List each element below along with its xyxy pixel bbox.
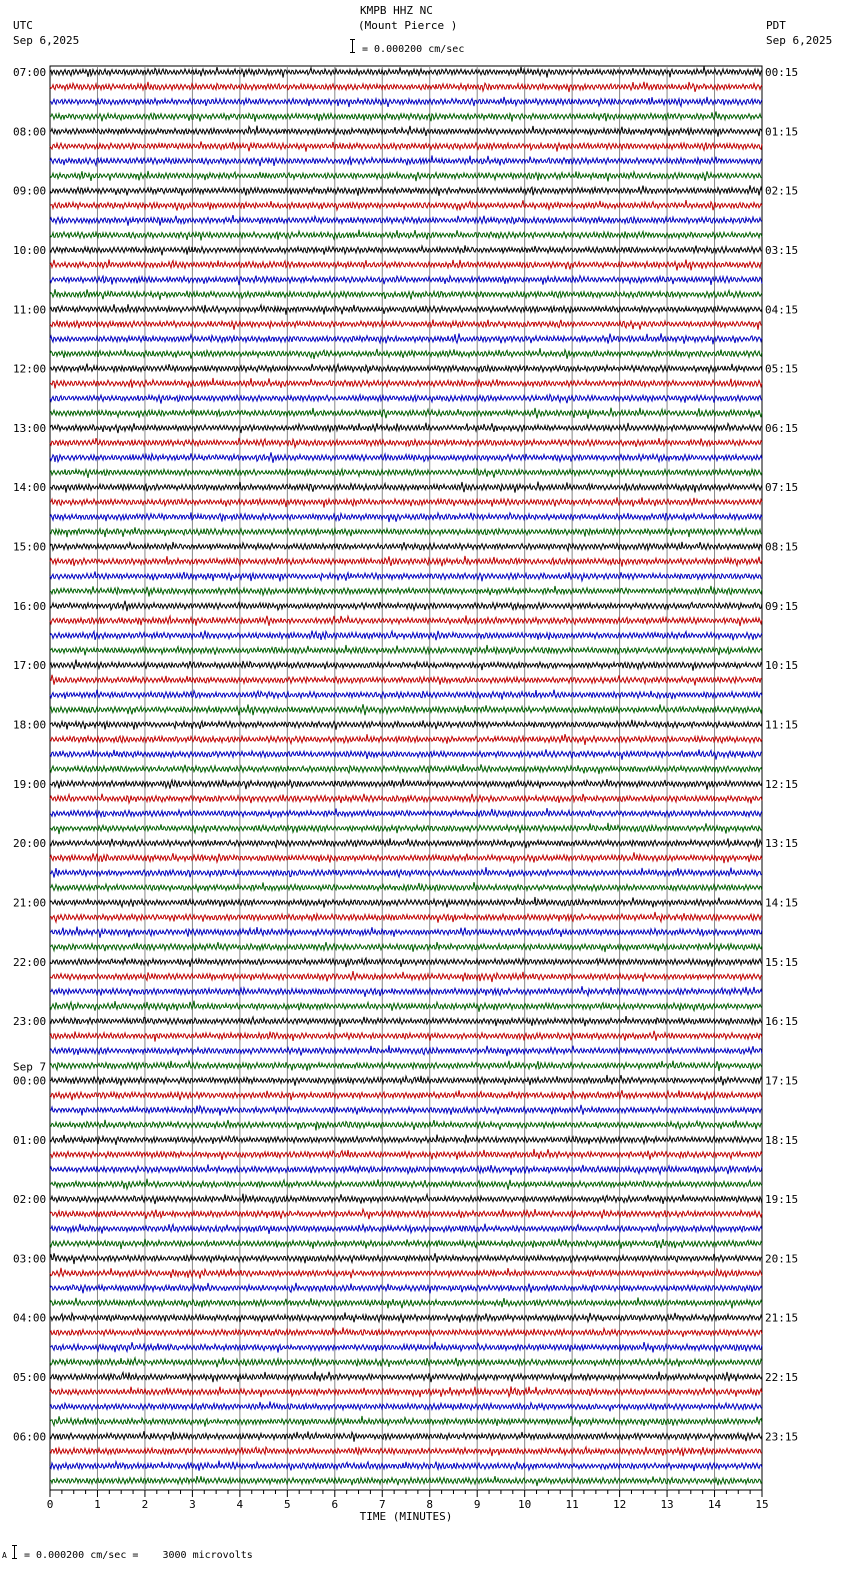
- x-tick-label: 13: [660, 1498, 674, 1511]
- trace-line: [50, 482, 762, 493]
- left-timezone: UTC: [13, 19, 33, 32]
- trace-line: [50, 720, 762, 730]
- trace-line: [50, 1447, 762, 1456]
- station-location: (Mount Pierce ): [358, 19, 458, 32]
- trace-line: [50, 734, 762, 745]
- utc-hour-label: 06:00: [13, 1430, 47, 1444]
- trace-line: [50, 1149, 762, 1160]
- trace-line: [50, 986, 762, 997]
- trace-line: [50, 1135, 762, 1145]
- trace-line: [50, 97, 762, 107]
- trace-line: [50, 1253, 762, 1264]
- trace-line: [50, 1372, 762, 1383]
- trace-line: [50, 408, 762, 419]
- trace-line: [50, 601, 762, 612]
- utc-hour-label: 16:00: [13, 599, 47, 613]
- trace-line: [50, 556, 762, 567]
- trace-line: [50, 1476, 762, 1486]
- x-tick-label: 2: [141, 1498, 149, 1511]
- x-tick-label: 11: [565, 1498, 579, 1511]
- trace-line: [50, 364, 762, 373]
- utc-hour-label: 05:00: [13, 1371, 47, 1385]
- trace-line: [50, 1342, 762, 1353]
- trace-line: [50, 838, 762, 848]
- footer-scale-label: = 0.000200 cm/sec = 3000 microvolts: [24, 1550, 253, 1561]
- trace-line: [50, 259, 762, 270]
- utc-hour-label: 21:00: [13, 896, 47, 910]
- footer-scale-bar-icon: [14, 1545, 15, 1559]
- pdt-hour-label: 17:15: [765, 1074, 799, 1088]
- trace-line: [50, 423, 762, 433]
- trace-line: [50, 764, 762, 774]
- trace-line: [50, 690, 762, 700]
- trace-line: [50, 348, 762, 359]
- trace-line: [50, 1224, 762, 1234]
- trace-line: [50, 215, 762, 226]
- pdt-hour-label: 00:15: [765, 66, 799, 79]
- pdt-hour-label: 04:15: [765, 303, 799, 317]
- right-timezone: PDT: [766, 19, 786, 32]
- trace-line: [50, 615, 762, 626]
- trace-line: [50, 200, 762, 210]
- x-tick-label: 15: [755, 1498, 769, 1511]
- trace-line: [50, 320, 762, 330]
- utc-hour-label: 04:00: [13, 1311, 47, 1325]
- trace-line: [50, 808, 762, 817]
- x-tick-label: 7: [378, 1498, 386, 1511]
- utc-hour-label: 23:00: [13, 1015, 47, 1029]
- trace-line: [50, 912, 762, 923]
- trace-line: [50, 82, 762, 92]
- footer-scale-prefix: A: [2, 1551, 7, 1560]
- pdt-hour-label: 07:15: [765, 481, 799, 495]
- trace-line: [50, 1312, 762, 1323]
- utc-hour-label: 11:00: [13, 303, 47, 317]
- trace-line: [50, 927, 762, 938]
- x-tick-label: 6: [331, 1498, 339, 1511]
- station-title: KMPB HHZ NC: [360, 4, 433, 17]
- trace-line: [50, 1016, 762, 1027]
- utc-hour-label: 00:00: [13, 1074, 47, 1088]
- utc-hour-label: 14:00: [13, 481, 47, 495]
- trace-line: [50, 141, 762, 151]
- pdt-hour-label: 21:15: [765, 1311, 799, 1325]
- trace-line: [50, 749, 762, 759]
- x-tick-label: 4: [236, 1498, 244, 1511]
- pdt-hour-label: 20:15: [765, 1252, 799, 1266]
- trace-line: [50, 542, 762, 551]
- trace-line: [50, 230, 762, 241]
- trace-line: [50, 1061, 762, 1071]
- utc-hour-label: 17:00: [13, 659, 47, 673]
- left-date: Sep 6,2025: [13, 34, 80, 47]
- trace-line: [50, 66, 762, 77]
- x-tick-label: 0: [46, 1498, 54, 1511]
- trace-line: [50, 1179, 762, 1190]
- trace-line: [50, 1031, 762, 1042]
- pdt-hour-label: 12:15: [765, 777, 799, 791]
- pdt-hour-label: 05:15: [765, 362, 799, 376]
- x-tick-label: 12: [612, 1498, 627, 1511]
- trace-line: [50, 438, 762, 447]
- trace-line: [50, 1327, 762, 1337]
- trace-line: [50, 513, 762, 523]
- x-tick-label: 8: [426, 1498, 434, 1511]
- trace-line: [50, 958, 762, 967]
- pdt-hour-label: 08:15: [765, 540, 799, 554]
- trace-line: [50, 112, 762, 122]
- trace-line: [50, 779, 762, 790]
- x-tick-label: 1: [94, 1498, 101, 1511]
- utc-hour-label: 22:00: [13, 955, 47, 969]
- trace-line: [50, 1402, 762, 1412]
- utc-hour-label: 03:00: [13, 1252, 47, 1266]
- utc-hour-label: 01:00: [13, 1133, 47, 1147]
- utc-hour-label: 18:00: [13, 718, 47, 732]
- trace-line: [50, 971, 762, 982]
- pdt-hour-label: 16:15: [765, 1015, 799, 1029]
- trace-line: [50, 1209, 762, 1219]
- trace-line: [50, 1165, 762, 1176]
- trace-line: [50, 1416, 762, 1427]
- trace-line: [50, 497, 762, 507]
- pdt-hour-label: 11:15: [765, 718, 799, 732]
- pdt-hour-label: 01:15: [765, 125, 799, 139]
- trace-line: [50, 1075, 762, 1086]
- scale-bar-icon: [352, 39, 353, 53]
- trace-line: [50, 1283, 762, 1294]
- trace-line: [50, 378, 762, 389]
- trace-line: [50, 794, 762, 804]
- scale-label: = 0.000200 cm/sec: [362, 44, 465, 55]
- pdt-hour-label: 15:15: [765, 955, 799, 969]
- utc-hour-label: 08:00: [13, 125, 47, 139]
- pdt-hour-label: 14:15: [765, 896, 799, 910]
- trace-line: [50, 631, 762, 641]
- trace-line: [50, 469, 762, 478]
- trace-line: [50, 1194, 762, 1204]
- trace-line: [50, 1239, 762, 1249]
- trace-line: [50, 1268, 762, 1279]
- trace-line: [50, 245, 762, 255]
- trace-line: [50, 660, 762, 671]
- pdt-hour-label: 18:15: [765, 1133, 799, 1147]
- utc-hour-label: 10:00: [13, 243, 47, 257]
- x-tick-label: 5: [284, 1498, 291, 1511]
- trace-line: [50, 1357, 762, 1367]
- trace-line: [50, 333, 762, 344]
- pdt-hour-label: 23:15: [765, 1430, 799, 1444]
- trace-line: [50, 897, 762, 908]
- trace-line: [50, 1386, 762, 1397]
- trace-line: [50, 395, 762, 404]
- utc-hour-label: 20:00: [13, 837, 47, 851]
- trace-line: [50, 171, 762, 182]
- trace-line: [50, 852, 762, 863]
- utc-hour-label: 13:00: [13, 421, 47, 435]
- trace-line: [50, 289, 762, 300]
- utc-hour-label: 09:00: [13, 184, 47, 198]
- trace-line: [50, 1120, 762, 1131]
- trace-line: [50, 675, 762, 686]
- trace-line: [50, 1045, 762, 1056]
- trace-line: [50, 1090, 762, 1100]
- x-tick-label: 9: [473, 1498, 481, 1511]
- trace-line: [50, 156, 762, 167]
- date-change-label: Sep 7: [13, 1060, 47, 1074]
- pdt-hour-label: 02:15: [765, 184, 799, 198]
- x-axis-label: TIME (MINUTES): [359, 1510, 453, 1523]
- x-tick-label: 14: [707, 1498, 722, 1511]
- utc-hour-label: 19:00: [13, 777, 47, 791]
- x-tick-label: 3: [189, 1498, 196, 1511]
- trace-line: [50, 882, 762, 891]
- utc-hour-label: 07:00: [13, 66, 47, 79]
- trace-line: [50, 527, 762, 537]
- trace-line: [50, 1001, 762, 1012]
- trace-line: [50, 572, 762, 582]
- pdt-hour-label: 03:15: [765, 243, 799, 257]
- trace-line: [50, 1431, 762, 1442]
- utc-hour-label: 12:00: [13, 362, 47, 376]
- trace-line: [50, 1461, 762, 1471]
- trace-line: [50, 586, 762, 597]
- trace-line: [50, 1298, 762, 1309]
- trace-line: [50, 185, 762, 195]
- trace-line: [50, 452, 762, 463]
- trace-line: [50, 823, 762, 834]
- pdt-hour-label: 10:15: [765, 659, 799, 673]
- right-date: Sep 6,2025: [766, 34, 833, 47]
- trace-line: [50, 645, 762, 655]
- pdt-hour-label: 22:15: [765, 1371, 799, 1385]
- x-tick-label: 10: [518, 1498, 532, 1511]
- trace-line: [50, 1105, 762, 1116]
- trace-line: [50, 942, 762, 952]
- trace-line: [50, 704, 762, 715]
- utc-hour-label: 02:00: [13, 1193, 47, 1207]
- pdt-hour-label: 13:15: [765, 837, 799, 851]
- trace-line: [50, 276, 762, 286]
- pdt-hour-label: 09:15: [765, 599, 799, 613]
- pdt-hour-label: 06:15: [765, 421, 799, 435]
- utc-hour-label: 15:00: [13, 540, 47, 554]
- trace-line: [50, 304, 762, 315]
- pdt-hour-label: 19:15: [765, 1193, 799, 1207]
- trace-line: [50, 867, 762, 877]
- trace-line: [50, 126, 762, 137]
